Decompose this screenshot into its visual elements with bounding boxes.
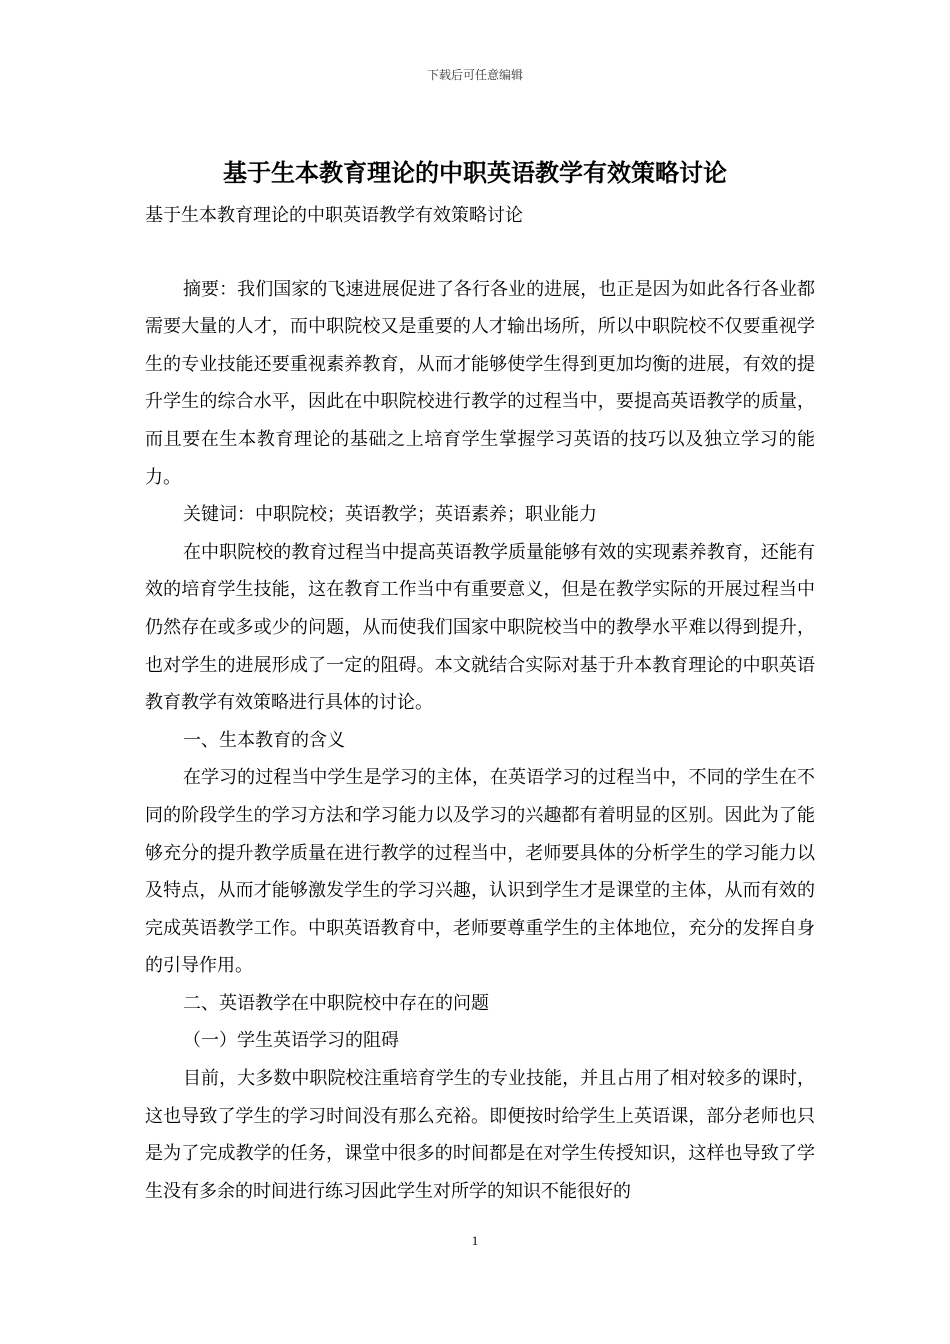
section-heading-2: 二、英语教学在中职院校中存在的问题 — [183, 992, 489, 1014]
document-body — [145, 197, 815, 1210]
abstract-paragraph: 摘要：我们国家的飞速进展促进了各行各业的进展，也正是因为如此各行各业都需要大量的人才，而中职院校又是重要的人才输出场所，所以中职院校不仅要重视学生的专业技能还要重视素养教育，从而才能够使学生得到更加均衡的进展，有效的提升学生的综合水平，因此在中职院校进行教学的过程当中，要提高英语教学的质量，而且要在生本教育理论的基础之上培育学生掌握学习英语的技巧以及独立学习的能力。 — [145, 278, 815, 488]
document-subtitle: 基于生本教育理论的中职英语教学有效策略讨论 — [145, 205, 523, 226]
intro-paragraph: 在中职院校的教育过程当中提高英语教学质量能够有效的实现素养教育，还能有效的培育学生技能，这在教育工作当中有重要意义，但是在教学实际的开展过程当中仍然存在或多或少的问题，从而使我们国家中职院校当中的教學水平难以得到提升，也对学生的进展形成了一定的阻碍。本文就结合实际对基于升本教育理论的中职英语教育教学有效策略进行具体的讨论。 — [145, 541, 815, 714]
subsection-2-1-paragraph: 目前，大多数中职院校注重培育学生的专业技能，并且占用了相对较多的课时，这也导致了学生的学习时间没有那么充裕。即便按时给学生上英语课，部分老师也只是为了完成教学的任务，课堂中很多的时间都是在对学生传授知识，这样也导致了学生没有多余的时间进行练习因此学生对所学的知识不能很好的 — [145, 1068, 815, 1202]
document-title: 基于生本教育理论的中职英语教学有效策略讨论 — [223, 158, 727, 187]
section-heading-1: 一、生本教育的含义 — [183, 729, 345, 751]
page-number: 1 — [471, 1233, 479, 1248]
blank-line — [145, 235, 815, 271]
keywords-line: 关键词：中职院校；英语教学；英语素养；职业能力 — [183, 504, 597, 526]
section-1-paragraph: 在学习的过程当中学生是学习的主体，在英语学习的过程当中，不同的学生在不同的阶段学生的学习方法和学习能力以及学习的兴趣都有着明显的区别。因此为了能够充分的提升教学质量在进行教学的过程当中，老师要具体的分析学生的学习能力以及特点，从而才能够激发学生的学习兴趣，认识到学生才是课堂的主体，从而有效的完成英语教学工作。中职英语教育中，老师要尊重学生的主体地位，充分的发挥自身的引导作用。 — [145, 767, 815, 977]
header-note: 下载后可任意编辑 — [426, 68, 523, 82]
subsection-heading-2-1: （一）学生英语学习的阻碍 — [183, 1030, 399, 1052]
